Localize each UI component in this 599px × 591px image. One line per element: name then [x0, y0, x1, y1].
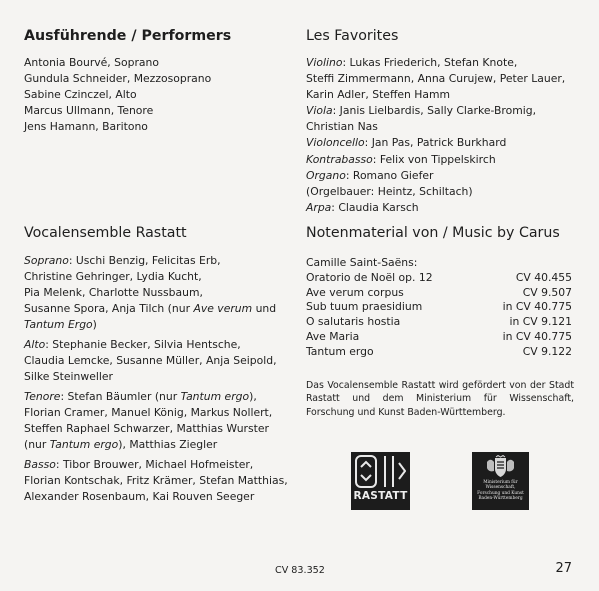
organo-line: (Orgelbauer: Heintz, Schiltach)	[306, 184, 473, 198]
work-title: Sub tuum praesidium	[306, 300, 423, 314]
work-title: Tantum ergo	[306, 344, 374, 358]
basso-text: : Tibor Brouwer, Michael Hofmeister,	[55, 458, 254, 471]
arpa-label: Arpa	[306, 200, 332, 214]
violoncello-label: Violoncello	[306, 136, 365, 150]
rastatt-logo	[351, 452, 410, 510]
ministry-name: Ministerium für Wissenschaft, Forschung und Kunst Baden-Württemberg	[477, 480, 524, 501]
alto-section	[24, 337, 277, 385]
tenore-note: Tantum ergo	[49, 438, 119, 452]
performer-line: Marcus Ullmann, Tenore	[24, 104, 154, 118]
basso-line: Florian Kontschak, Fritz Krämer, Stefan Matthias,	[24, 474, 288, 488]
favorites-heading: Les Favorites	[306, 28, 399, 44]
performer-line: Jens Hamann, Baritono	[24, 120, 148, 134]
work-ref: in CV 9.121	[509, 315, 572, 329]
work-row	[306, 300, 572, 315]
soprano-note-end: )	[92, 318, 97, 332]
music-heading: Notenmaterial von / Music by Carus	[306, 225, 560, 241]
performers-heading: Ausführende / Performers	[24, 28, 232, 44]
tenore-last-end: ), Matthias Ziegler	[118, 438, 218, 452]
alto-line: Claudia Lemcke, Susanne Müller, Anja Seipold,	[24, 354, 277, 368]
work-ref: CV 9.507	[522, 285, 572, 299]
work-row	[306, 345, 572, 360]
viola-text: : Janis Lielbardis, Sally Clarke-Bromig,	[332, 104, 537, 118]
work-title: Ave verum corpus	[306, 285, 404, 299]
work-title: Oratorio de Noël op. 12	[306, 270, 433, 284]
basso-line: Alexander Rosenbaum, Kai Rouven Seeger	[24, 490, 255, 504]
composer-name: Camille Saint-Saëns:	[306, 256, 418, 269]
favorites-list	[306, 55, 565, 216]
basso-label: Basso	[24, 458, 56, 471]
work-title: O salutaris hostia	[306, 315, 401, 329]
catalog-number: CV 83.352	[275, 565, 325, 576]
kontrabasso-label: Kontrabasso	[306, 152, 373, 166]
basso-section	[24, 457, 288, 505]
organo-label: Organo	[306, 168, 346, 182]
work-row	[306, 330, 572, 345]
tenore-note: Tantum ergo	[180, 390, 250, 403]
work-ref: in CV 40.775	[502, 300, 572, 314]
tenore-last-open: (nur	[24, 438, 50, 452]
alto-line: Silke Steinweller	[24, 370, 113, 384]
soprano-note-joiner: und	[252, 302, 277, 316]
violino-line: Steffi Zimmermann, Anna Curujew, Peter Lauer,	[306, 72, 566, 86]
work-title: Ave Maria	[306, 329, 360, 343]
soprano-note: Tantum Ergo	[24, 318, 93, 332]
kontrabasso-text: : Felix von Tippelskirch	[372, 152, 496, 166]
viola-label: Viola	[306, 104, 333, 118]
performer-line: Gundula Schneider, Mezzosoprano	[24, 72, 212, 86]
tenore-note-end: ),	[249, 390, 257, 403]
work-row	[306, 271, 572, 286]
performer-line: Sabine Czinczel, Alto	[24, 88, 137, 102]
performer-line: Antonia Bourvé, Soprano	[24, 56, 159, 69]
violino-text: : Lukas Friederich, Stefan Knote,	[342, 56, 518, 69]
soprano-section	[24, 253, 276, 333]
coat-of-arms-icon	[485, 455, 516, 478]
page-number: 27	[555, 561, 572, 576]
work-ref: in CV 40.775	[502, 329, 572, 343]
tenore-label: Tenore	[24, 390, 61, 403]
work-ref: CV 9.122	[522, 344, 572, 358]
tenore-line: Florian Cramer, Manuel König, Markus Nollert,	[24, 406, 273, 420]
work-ref: CV 40.455	[515, 270, 572, 284]
tenore-section	[24, 389, 272, 453]
performers-list	[24, 55, 211, 135]
tenore-text: : Stefan Bäumler (nur	[60, 390, 181, 403]
alto-label: Alto	[24, 338, 46, 351]
work-row	[306, 315, 572, 330]
tenore-line: Steffen Raphael Schwarzer, Matthias Wurster	[24, 422, 269, 436]
soprano-label: Soprano	[24, 254, 69, 267]
rastatt-emblem-icon	[355, 455, 406, 489]
violino-label: Violino	[306, 56, 343, 69]
rastatt-wordmark: RASTATT	[353, 490, 408, 502]
viola-line: Christian Nas	[306, 120, 378, 134]
violino-line: Karin Adler, Steffen Hamm	[306, 88, 451, 102]
violoncello-text: : Jan Pas, Patrick Burkhard	[364, 136, 507, 150]
soprano-text: : Uschi Benzig, Felicitas Erb,	[68, 254, 221, 267]
organo-text: : Romano Giefer	[345, 168, 434, 182]
ensemble-heading: Vocalensemble Rastatt	[24, 225, 187, 241]
soprano-note: Ave verum	[193, 302, 253, 316]
alto-text: : Stephanie Becker, Silvia Hentsche,	[45, 338, 241, 351]
soprano-line: Susanne Spora, Anja Tilch (nur	[24, 302, 194, 316]
ministry-logo	[472, 452, 529, 510]
work-row	[306, 286, 572, 301]
works-list	[306, 256, 572, 360]
soprano-line: Pia Melenk, Charlotte Nussbaum,	[24, 286, 203, 300]
arpa-text: : Claudia Karsch	[331, 200, 419, 214]
soprano-line: Christine Gehringer, Lydia Kucht,	[24, 270, 202, 284]
sponsor-note: Das Vocalensemble Rastatt wird gefördert von der Stadt Rastatt und dem Ministerium für Wissenschaft, Forschung und Kunst Baden-Württemberg.	[306, 380, 574, 418]
